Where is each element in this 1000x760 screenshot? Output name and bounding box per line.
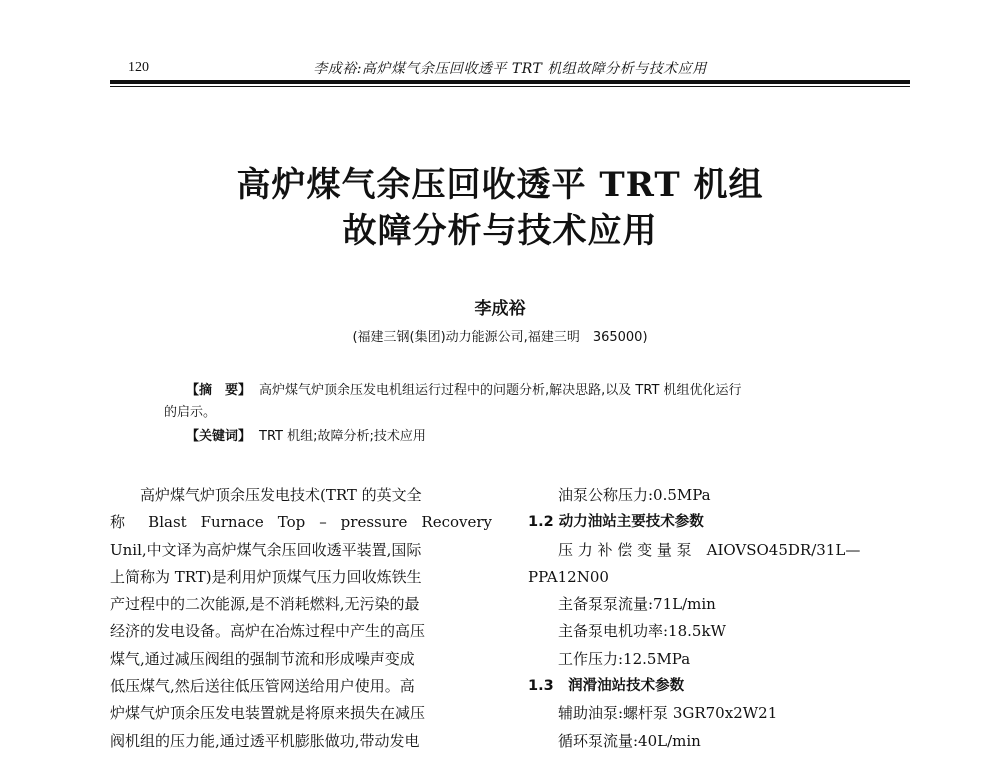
body-line: 称 Blast Furnace Top – pressure Recovery — [110, 513, 492, 532]
body-line: 上简称为 TRT)是利用炉顶煤气压力回收炼铁生 — [110, 567, 422, 586]
abstract-label: 【摘 要】 — [186, 383, 252, 398]
abstract-line-1 — [150, 380, 860, 402]
body-line: 煤气,通过减压阀组的强制节流和形成噪声变成 — [110, 649, 415, 668]
page-number: 120 — [128, 60, 149, 75]
keywords-line — [150, 426, 860, 448]
keywords-text: TRT 机组;故障分析;技术应用 — [259, 429, 426, 444]
section-heading-1-3: 1.3 润滑油站技术参数 — [528, 678, 685, 695]
keywords-label: 【关键词】 — [186, 429, 252, 444]
author-name: 李成裕 — [474, 299, 526, 319]
body-line: 炉煤气炉顶余压发电装置就是将原来损失在减压 — [110, 704, 426, 723]
header-rule-thick — [110, 80, 910, 84]
title-line-1: 高炉煤气余压回收透平 TRT 机组 — [236, 165, 764, 205]
oil-pump-pressure: 油泵公称压力:0.5MPa — [558, 486, 711, 504]
section-heading-1-2: 1.2 动力油站主要技术参数 — [528, 514, 704, 531]
working-pressure: 工作压力:12.5MPa — [558, 649, 691, 668]
aux-oil-pump: 辅助油泵:螺杆泵 3GR70x2W21 — [558, 704, 778, 723]
main-pump-motor-power: 主备泵电机功率:18.5kW — [558, 622, 726, 641]
header-rule-thin — [110, 86, 910, 87]
abstract-text-1: 高炉煤气炉顶余压发电机组运行过程中的问题分析,解决思路,以及 TRT 机组优化运行 — [259, 383, 742, 398]
running-title: 李成裕:高炉煤气余压回收透平 TRT 机组故障分析与技术应用 — [313, 61, 707, 77]
main-pump-flow: 主备泵泵流量:71L/min — [558, 595, 716, 614]
body-line: Unil,中文译为高炉煤气余压回收透平装置,国际 — [110, 540, 422, 559]
pump-model-line-2: PPA12N00 — [528, 567, 609, 586]
body-line: 高炉煤气炉顶余压发电技术(TRT 的英文全 — [140, 486, 422, 504]
body-line: 经济的发电设备。高炉在冶炼过程中产生的高压 — [110, 622, 426, 641]
body-column-left — [110, 482, 492, 755]
body-line: 阀机组的压力能,通过透平机膨胀做功,带动发电 — [110, 731, 420, 750]
author-affiliation: (福建三钢(集团)动力能源公司,福建三明 365000) — [352, 330, 648, 345]
abstract-block — [150, 380, 860, 448]
body-column-right — [528, 482, 908, 755]
abstract-line-2: 的启示。 — [164, 405, 217, 420]
pump-model-line-1: 压 力 补 偿 变 量 泵 AIOVSO45DR/31L— — [558, 540, 861, 559]
body-line: 产过程中的二次能源,是不消耗燃料,无污染的最 — [110, 595, 420, 614]
running-header — [110, 58, 910, 78]
article-title — [0, 162, 1000, 254]
title-line-2: 故障分析与技术应用 — [342, 211, 658, 251]
body-line: 低压煤气,然后送往低压管网送给用户使用。高 — [110, 677, 415, 696]
circulation-pump-flow: 循环泵流量:40L/min — [558, 731, 701, 750]
